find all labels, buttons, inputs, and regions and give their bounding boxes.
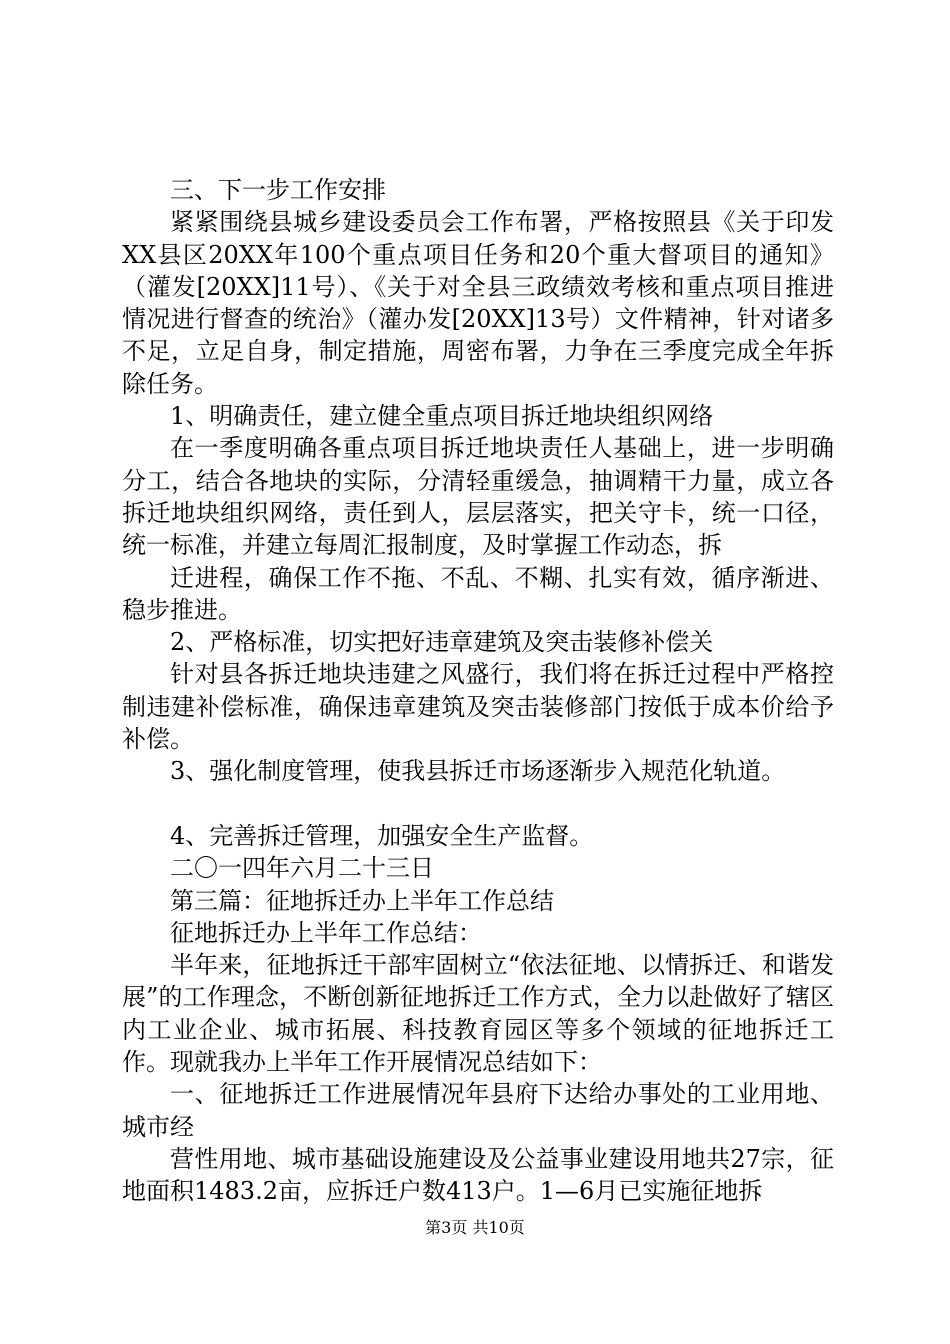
paragraph-responsibility: 在一季度明确各重点项目拆迁地块责任人基础上，进一步明确分工，结合各地块的实际，分清轻重缓急，抽调精干力量，成立各拆迁地块组织网络，责任到人，层层落实，把关守卡，统一口径，统一标准，并建立每周汇报制度，及时掌握工作动态，拆	[122, 434, 834, 560]
section-heading-next-steps: 三、下一步工作安排	[170, 176, 386, 204]
date-line: 二〇一四年六月二十三日	[170, 854, 434, 883]
paragraph-work-arrangement: 紧紧围绕县城乡建设委员会工作布署，严格按照县《关于印发XX县区20XX年100个重点项目任务和20个重大督项目的通知》（灌发[20XX]11号）、《关于对全县三政绩效考核和重点项目推进情况进行督查的统治》（灌办发[20XX]13号）文件精神，针对诸多不足，立足自身，制定措施，周密布署，力争在三季度完成全年拆除任务。	[122, 208, 834, 398]
paragraph-responsibility-cont: 迁进程，确保工作不拖、不乱、不糊、扎实有效，循序渐进、稳步推进。	[122, 563, 834, 624]
blank-line	[122, 788, 834, 820]
chapter-title: 第三篇：征地拆迁办上半年工作总结	[170, 886, 554, 915]
paragraph-standards: 针对县各拆迁地块违建之风盛行，我们将在拆迁过程中严格控制违建补偿标准，确保违章建筑及突击装修部门按低于成本价给予补偿。	[122, 660, 834, 754]
item-heading-management: 3、强化制度管理，使我县拆迁市场逐渐步入规范化轨道。	[170, 757, 786, 786]
paragraph-progress-heading: 一、征地拆迁工作进展情况年县府下达给办事处的工业用地、城市经	[122, 1080, 834, 1141]
document-body	[122, 174, 834, 1208]
item-heading-standards: 2、严格标准，切实把好违章建筑及突击装修补偿关	[170, 628, 714, 657]
item-heading-safety: 4、完善拆迁管理，加强安全生产监督。	[170, 821, 594, 850]
summary-heading: 征地拆迁办上半年工作总结：	[170, 918, 482, 947]
paragraph-progress: 营性用地、城市基础设施建设及公益事业建设用地共27宗，征地面积1483.2亩，应拆迁户数413户。1—6月已实施征地拆	[122, 1144, 834, 1206]
item-heading-responsibility: 1、明确责任，建立健全重点项目拆迁地块组织网络	[170, 402, 714, 431]
paragraph-half-year: 半年来，征地拆迁干部牢固树立“依法征地、以情拆迁、和谐发展”的工作理念，不断创新征地拆迁工作方式，全力以赴做好了辖区内工业企业、城市拓展、科技教育园区等多个领域的征地拆迁工作。现就我办上半年工作开展情况总结如下：	[122, 951, 834, 1077]
page-footer: 第3页 共10页	[425, 1218, 525, 1237]
